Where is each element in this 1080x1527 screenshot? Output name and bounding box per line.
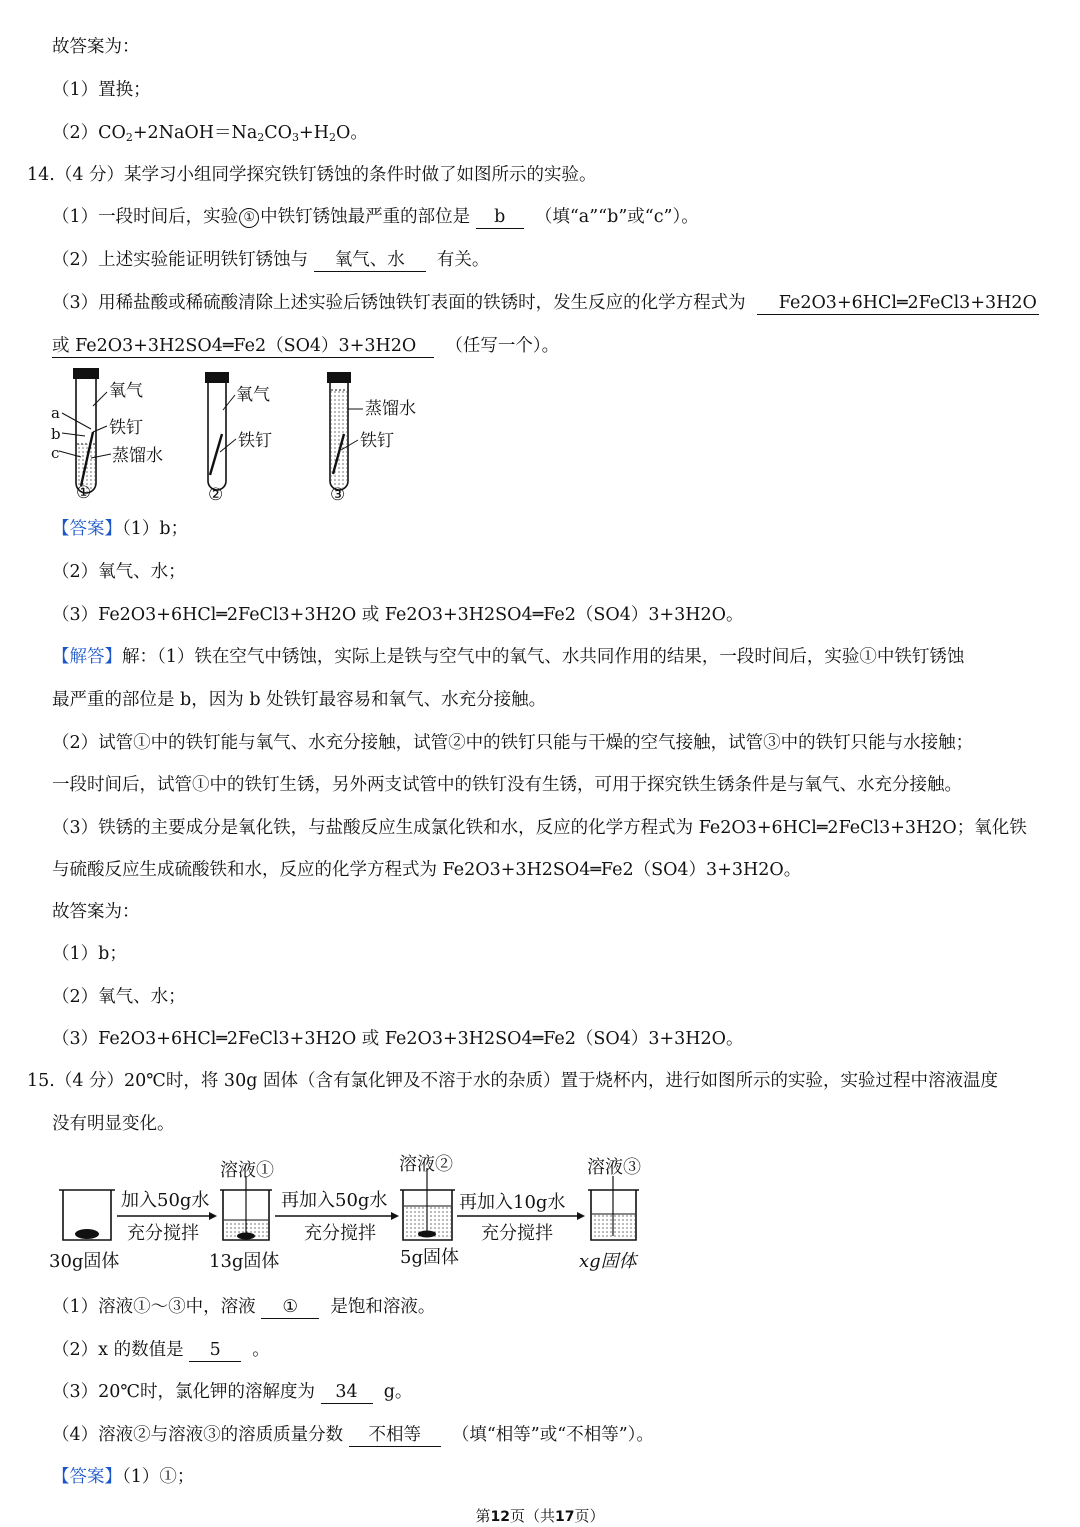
label-oxygen: 氧气 bbox=[236, 385, 270, 405]
solution-label-1: 溶液① bbox=[220, 1160, 274, 1181]
solid-label-1: 30g固体 bbox=[49, 1251, 120, 1272]
solution-tag: 【解答】 bbox=[52, 647, 122, 667]
page-footer: 第12页（共17页） bbox=[475, 1507, 605, 1525]
answer-blank: 5 bbox=[189, 1339, 241, 1362]
q14-solution: 【解答】解：（1）铁在空气中锈蚀，实际上是铁与空气中的氧气、水共同作用的结果，一段时间后，实验①中铁钉锈蚀 bbox=[52, 647, 965, 667]
tube-number-1: ① bbox=[76, 483, 92, 503]
label-b: b bbox=[51, 425, 61, 443]
q15-part-1: （1）溶液①～③中，溶液 ① 是饱和溶液。 bbox=[52, 1297, 436, 1317]
q15-part-2: （2）x 的数值是 5 。 bbox=[52, 1340, 270, 1360]
text-line: （2）试管①中的铁钉能与氧气、水充分接触，试管②中的铁钉只能与干燥的空气接触，试管③中的铁钉只能与水接触； bbox=[52, 733, 974, 753]
text-line: 没有明显变化。 bbox=[52, 1114, 175, 1134]
text-line: （1）b； bbox=[52, 944, 127, 964]
test-tube-1 bbox=[73, 368, 99, 493]
text-line: 故答案为： bbox=[52, 902, 140, 922]
answer-tag: 【答案】 bbox=[52, 1467, 122, 1487]
test-tube-figure bbox=[45, 366, 445, 506]
q14-answer: 【答案】（1）b； bbox=[52, 519, 189, 539]
q14-part-2: （2）上述实验能证明铁钉锈蚀与 氧气、水 有关。 bbox=[52, 250, 490, 270]
test-tube-2 bbox=[205, 372, 229, 490]
answer-blank: Fe2O3+6HCl═2FeCl3+3H2O bbox=[757, 292, 1039, 315]
solution-label-2: 溶液② bbox=[399, 1154, 453, 1175]
arrow-label-top-1: 加入50g水 bbox=[121, 1190, 210, 1211]
text-line: 最严重的部位是 b，因为 b 处铁钉最容易和氧气、水充分接触。 bbox=[52, 690, 547, 710]
arrow-label-top-2: 再加入50g水 bbox=[281, 1190, 388, 1211]
beaker-4 bbox=[588, 1176, 639, 1240]
q15-answer: 【答案】（1）①； bbox=[52, 1467, 195, 1487]
label-nail: 铁钉 bbox=[109, 418, 143, 438]
label-nail: 铁钉 bbox=[360, 431, 394, 451]
label-c: c bbox=[51, 444, 60, 462]
beaker-1 bbox=[59, 1190, 115, 1240]
solid-label-2: 13g固体 bbox=[209, 1251, 280, 1272]
q15-part-4: （4）溶液②与溶液③的溶质质量分数 不相等 （填“相等”或“不相等”）。 bbox=[52, 1425, 654, 1445]
text-line: （3）铁锈的主要成分是氧化铁，与盐酸反应生成氯化铁和水，反应的化学方程式为 Fe2O3+6HCl═2FeCl3+3H2O；氧化铁 bbox=[52, 818, 1027, 838]
text-line: 故答案为： bbox=[52, 37, 140, 57]
answer-tag: 【答案】 bbox=[52, 519, 122, 539]
q15-part-3: （3）20℃时，氯化钾的溶解度为 34 g。 bbox=[52, 1382, 413, 1402]
text-line: （1）置换； bbox=[52, 80, 151, 100]
label-nail: 铁钉 bbox=[238, 431, 272, 451]
answer-blank: ① bbox=[261, 1296, 319, 1319]
tube-number-3: ③ bbox=[330, 485, 346, 505]
arrow-label-bottom-1: 充分搅拌 bbox=[127, 1223, 199, 1244]
question-15-stem: 15.（4 分）20℃时，将 30g 固体（含有氯化钾及不溶于水的杂质）置于烧杯内，进行如图所示的实验，实验过程中溶液温度 bbox=[27, 1071, 998, 1091]
beaker-figure bbox=[45, 1150, 655, 1278]
label-oxygen: 氧气 bbox=[109, 381, 143, 401]
answer-blank: 或 Fe2O3+3H2SO4═Fe2（SO4）3+3H2O bbox=[52, 335, 434, 358]
text-line: （2）氧气、水； bbox=[52, 987, 186, 1007]
equation-line: $(2)CO_2+2NaOH=Na_2CO_3+H_2O$。 bbox=[52, 123, 368, 144]
question-14-stem: 14.（4 分）某学习小组同学探究铁钉锈蚀的条件时做了如图所示的实验。 bbox=[27, 165, 597, 185]
arrow-label-top-3: 再加入10g水 bbox=[459, 1192, 566, 1213]
label-a: a bbox=[51, 404, 60, 422]
solid-label-3: 5g固体 bbox=[400, 1247, 459, 1268]
label-water: 蒸馏水 bbox=[112, 446, 163, 466]
text-line: （3）Fe2O3+6HCl═2FeCl3+3H2O 或 Fe2O3+3H2SO4═Fe2（SO4）3+3H2O。 bbox=[52, 605, 744, 625]
text-line: 一段时间后，试管①中的铁钉生锈，另外两支试管中的铁钉没有生锈，可用于探究铁生锈条件是与氧气、水充分接触。 bbox=[52, 775, 962, 795]
tube-number-2: ② bbox=[208, 485, 224, 505]
text-line: （3）Fe2O3+6HCl═2FeCl3+3H2O 或 Fe2O3+3H2SO4═Fe2（SO4）3+3H2O。 bbox=[52, 1029, 744, 1049]
text-line: （2）氧气、水； bbox=[52, 562, 186, 582]
beaker-2 bbox=[220, 1176, 272, 1240]
q14-part-3: （3）用稀盐酸或稀硫酸清除上述实验后锈蚀铁钉表面的铁锈时，发生反应的化学方程式为 Fe2O3+6HCl═2FeCl3+3H2O bbox=[52, 293, 1037, 313]
answer-blank: b bbox=[476, 206, 524, 229]
answer-blank: 34 bbox=[321, 1381, 373, 1404]
q14-part-3-cont: 或 Fe2O3+3H2SO4═Fe2（SO4）3+3H2O （任写一个）。 bbox=[52, 336, 560, 356]
text-line: 与硫酸反应生成硫酸铁和水，反应的化学方程式为 Fe2O3+3H2SO4═Fe2（SO4）3+3H2O。 bbox=[52, 860, 802, 880]
solution-label-3: 溶液③ bbox=[587, 1157, 641, 1178]
answer-blank: 氧气、水 bbox=[314, 249, 426, 272]
answer-blank: 不相等 bbox=[349, 1424, 441, 1447]
test-tube-3 bbox=[327, 372, 351, 490]
arrow-label-bottom-3: 充分搅拌 bbox=[481, 1223, 553, 1244]
arrow-label-bottom-2: 充分搅拌 bbox=[304, 1223, 376, 1244]
q14-part-1: （1）一段时间后，实验 ① 中铁钉锈蚀最严重的部位是 b （填“a”“b”或“c”）。 bbox=[52, 207, 699, 227]
solid-label-4: xg固体 bbox=[579, 1251, 637, 1272]
beaker-3 bbox=[400, 1168, 455, 1240]
label-water: 蒸馏水 bbox=[365, 399, 416, 419]
